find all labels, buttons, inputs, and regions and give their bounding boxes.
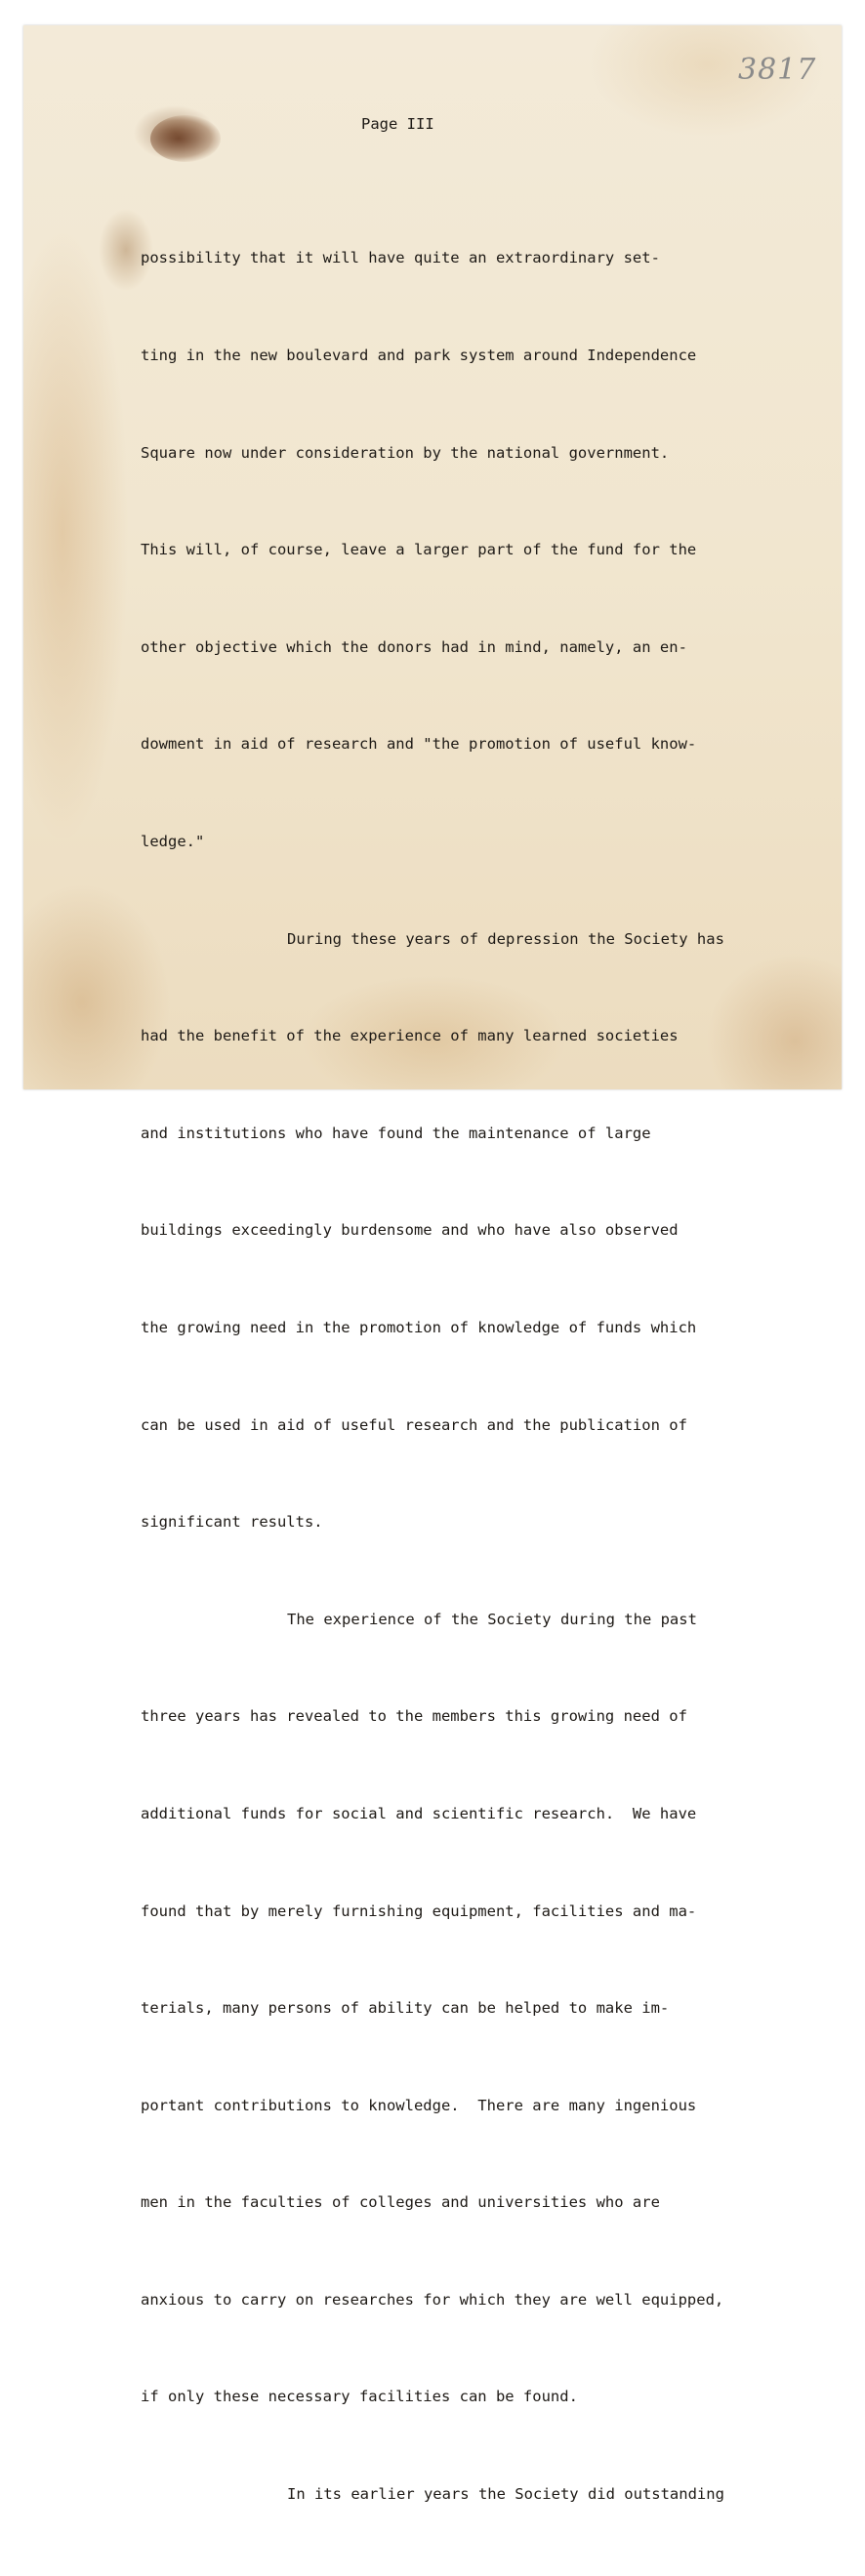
- text-line: portant contributions to knowledge. There are many ingenious: [141, 2096, 697, 2114]
- text-line: and institutions who have found the maintenance of large: [141, 1124, 651, 1142]
- text-line: can be used in aid of useful research and the publication of: [141, 1415, 687, 1434]
- paragraph-start-line: In its earlier years the Society did outstanding: [287, 2485, 724, 2504]
- text-line: Square now under consideration by the national government.: [141, 443, 670, 462]
- text-line: three years has revealed to the members this growing need of: [141, 1707, 687, 1726]
- text-line: This will, of course, leave a larger part of the fund for the: [141, 541, 697, 559]
- text-line: significant results.: [141, 1513, 323, 1532]
- text-line: men in the faculties of colleges and universities who are: [141, 2193, 660, 2212]
- archive-number: 3817: [738, 53, 817, 87]
- text-line: dowment in aid of research and "the promotion of useful know-: [141, 735, 697, 754]
- text-line: terials, many persons of ability can be helped to make im-: [141, 1999, 670, 2018]
- text-line: other objective which the donors had in mind, namely, an en-: [141, 637, 687, 656]
- paragraph-start-line: The experience of the Society during the past: [287, 1610, 697, 1628]
- text-line: ledge.": [141, 832, 205, 850]
- text-line: had the benefit of the experience of many learned societies: [141, 1027, 679, 1045]
- text-line: the growing need in the promotion of knowledge of funds which: [141, 1318, 697, 1336]
- text-line: found that by merely furnishing equipment, facilities and ma-: [141, 1901, 697, 1920]
- document-page: [23, 25, 842, 2504]
- text-line: additional funds for social and scientific research. We have: [141, 1804, 697, 1822]
- text-line: buildings exceedingly burdensome and who have also observed: [141, 1221, 679, 1240]
- body-text: [141, 178, 824, 2576]
- paragraph-start-line: During these years of depression the Society has: [287, 929, 724, 948]
- text-line: anxious to carry on researches for which they are well equipped,: [141, 2290, 724, 2309]
- text-line: ting in the new boulevard and park system around Independence: [141, 347, 697, 364]
- text-line: possibility that it will have quite an extraordinary set-: [141, 249, 660, 267]
- text-line: if only these necessary facilities can be found.: [141, 2388, 578, 2406]
- burn-stain: [150, 115, 221, 162]
- page-heading: Page III: [361, 115, 434, 133]
